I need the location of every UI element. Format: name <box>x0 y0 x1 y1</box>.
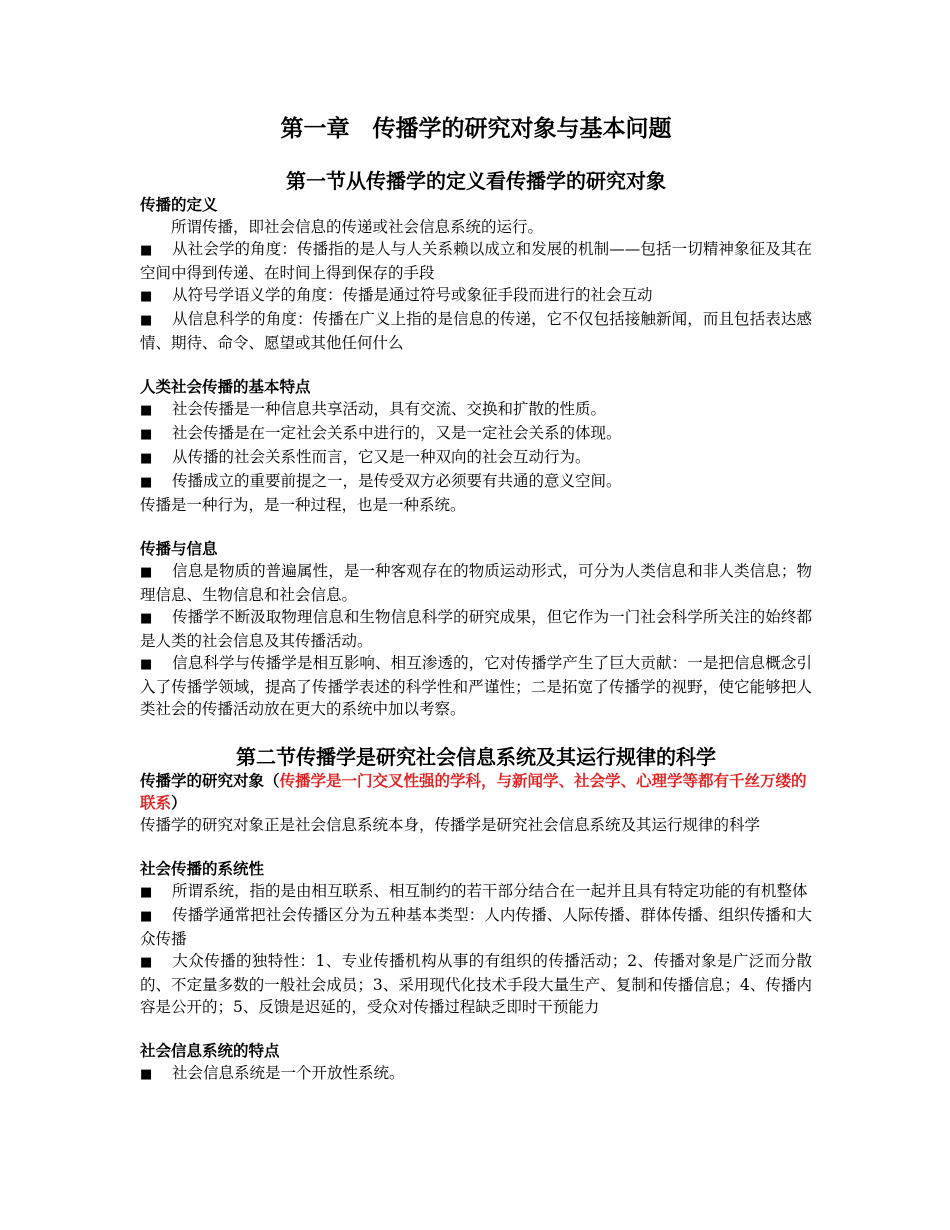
info-system-features-heading: 社会信息系统的特点 <box>140 1042 280 1060</box>
object-note: 传播学是一门交叉性强的学科，与新闻学、社会学、心理学等都有千丝万缕的联系 <box>140 772 807 812</box>
list-item: ■ 信息科学与传播学是相互影响、相互渗透的，它对传播学产生了巨大贡献：一是把信息概念引入了传播学领域，提高了传播学表述的科学性和严谨性；二是拓宽了传播学的视野，使它能够把人类社会的传播活动放在更大的系统中加以考察。 <box>140 652 812 720</box>
section2-title: 第二节传播学是研究社会信息系统及其运行规律的科学 <box>236 745 716 769</box>
object-note-open: （ <box>264 772 280 790</box>
list-item: ■ 所谓系统，指的是由相互联系、相互制约的若干部分结合在一起并且具有特定功能的有机整体 <box>140 880 812 904</box>
object-heading-text: 传播学的研究对象 <box>140 772 265 790</box>
list-item: ■ 传播成立的重要前提之一，是传受双方必须要有共通的意义空间。 <box>140 470 812 494</box>
list-item: ■ 传播学通常把社会传播区分为五种基本类型：人内传播、人际传播、群体传播、组织传播和大众传播 <box>140 904 812 950</box>
document-page <box>140 112 812 1086</box>
list-item: ■ 社会传播是在一定社会关系中进行的，又是一定社会关系的体现。 <box>140 422 812 446</box>
list-item: ■ 大众传播的独特性：1、专业传播机构从事的有组织的传播活动；2、传播对象是广泛而分散的、不定量多数的一般社会成员；3、采用现代化技术手段大量生产、复制和传播信息；4、传播内容是公开的；5、反馈是迟延的，受众对传播过程缺乏即时干预能力 <box>140 950 812 1018</box>
definition-intro: 所谓传播，即社会信息的传递或社会信息系统的运行。 <box>171 218 544 236</box>
list-item: ■ 从信息科学的角度：传播在广义上指的是信息的传递，它不仅包括接触新闻，而且包括表达感情、期待、命令、愿望或其他任何什么 <box>140 308 812 354</box>
object-note-close: ） <box>171 794 187 812</box>
features-heading: 人类社会传播的基本特点 <box>140 378 311 396</box>
system-heading: 社会传播的系统性 <box>140 860 265 878</box>
list-item: ■ 传播学不断汲取物理信息和生物信息科学的研究成果，但它作为一门社会科学所关注的始终都是人类的社会信息及其传播活动。 <box>140 606 812 652</box>
object-heading <box>140 770 812 814</box>
chapter-title: 第一章 传播学的研究对象与基本问题 <box>280 116 672 142</box>
list-item: ■ 从社会学的角度：传播指的是人与人关系赖以成立和发展的机制——包括一切精神象征及其在空间中得到传递、在时间上得到保存的手段 <box>140 238 812 284</box>
list-item: ■ 从符号学语义学的角度：传播是通过符号或象征手段而进行的社会互动 <box>140 284 812 308</box>
list-item: ■ 从传播的社会关系性而言，它又是一种双向的社会互动行为。 <box>140 446 812 470</box>
info-heading: 传播与信息 <box>140 540 218 558</box>
object-text: 传播学的研究对象正是社会信息系统本身，传播学是研究社会信息系统及其运行规律的科学 <box>140 816 761 834</box>
list-item: ■ 社会信息系统是一个开放性系统。 <box>140 1062 812 1086</box>
list-item: ■ 社会传播是一种信息共享活动，具有交流、交换和扩散的性质。 <box>140 398 812 422</box>
definition-heading: 传播的定义 <box>140 196 218 214</box>
list-item: ■ 信息是物质的普遍属性，是一种客观存在的物质运动形式，可分为人类信息和非人类信息；物理信息、生物信息和社会信息。 <box>140 560 812 606</box>
features-summary: 传播是一种行为，是一种过程，也是一种系统。 <box>140 496 466 514</box>
section1-title: 第一节从传播学的定义看传播学的研究对象 <box>286 169 666 193</box>
